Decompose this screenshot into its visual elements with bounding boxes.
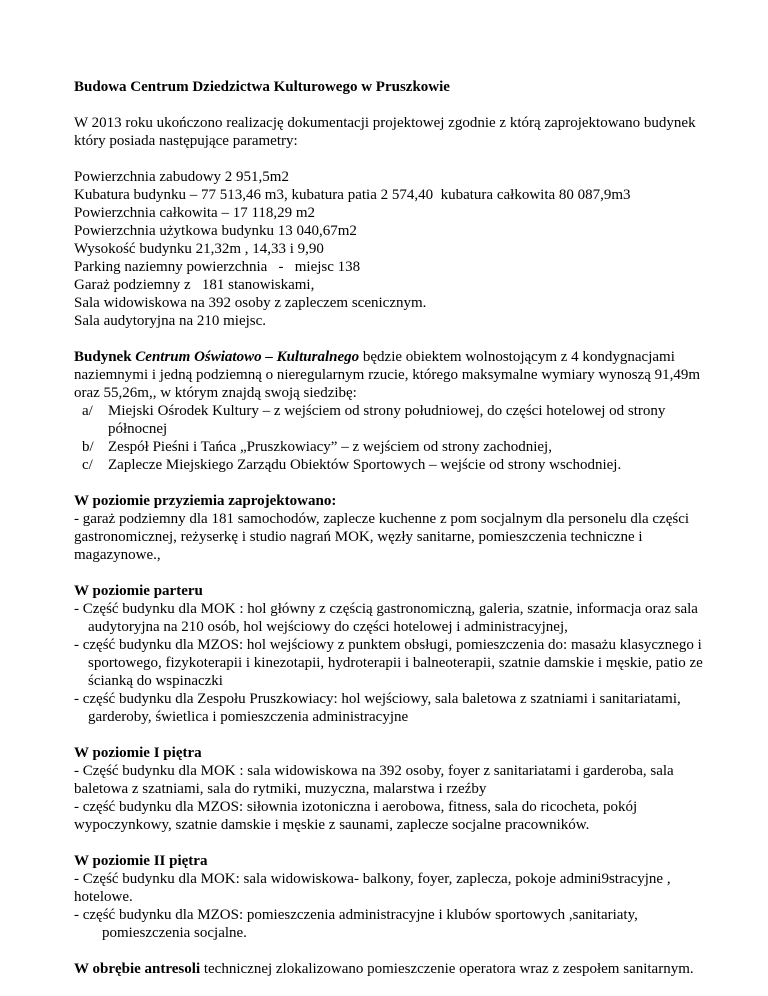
mezzanine-lead: W obrębie antresoli bbox=[74, 961, 201, 977]
parter-section bbox=[74, 582, 724, 726]
parameter-line: Powierzchnia zabudowy 2 951,5m2 bbox=[74, 169, 289, 185]
list-item: - część budynku dla MZOS: siłownia izotoniczna i aerobowa, fitness, sala do ricocheta, pokój wypoczynkowy, szatnie damskie i męskie z saunami, zaplecze socjalne pracowników. bbox=[74, 799, 638, 833]
list-item: - część budynku dla MZOS: pomieszczenia administracyjne i klubów sportowych ,sanitariaty, pomieszczenia socjalne. bbox=[74, 907, 638, 941]
section-heading: W poziomie parteru bbox=[74, 583, 203, 599]
list-marker: b/ bbox=[82, 439, 94, 455]
parameters-list bbox=[74, 168, 724, 330]
building-text: będzie obiektem wolnostojącym z 4 kondygnacjami naziemnymi i jedną podziemną o nieregularnym rzucie, którego maksymalne wymiary wynoszą 91,49m oraz 55,26m,, w którym znajdą swoją siedzibę: bbox=[74, 349, 701, 401]
list-text: Miejski Ośrodek Kultury – z wejściem od strony południowej, do części hotelowej od strony północnej bbox=[108, 403, 666, 437]
mezzanine-text: technicznej zlokalizowano pomieszczenie operatora wraz z zespołem sanitarnym. bbox=[200, 961, 694, 977]
intro-paragraph: W 2013 roku ukończono realizację dokumentacji projektowej zgodnie z którą zaprojektowano budynek który posiada następujące parametry: bbox=[74, 115, 696, 149]
mezzanine-section bbox=[74, 960, 724, 978]
document-page bbox=[74, 78, 724, 996]
list-text: Zespół Pieśni i Tańca „Pruszkowiacy” – z wejściem od strony zachodniej, bbox=[108, 439, 552, 455]
list-marker: c/ bbox=[82, 457, 93, 473]
parameter-line: Wysokość budynku 21,32m , 14,33 i 9,90 bbox=[74, 241, 324, 257]
parameter-line: Powierzchnia użytkowa budynku 13 040,67m2 bbox=[74, 223, 357, 239]
list-item: - Część budynku dla MOK : sala widowiskowa na 392 osoby, foyer z sanitariatami i garderoba, sala baletowa z szatniami, sala do rytmiki, muzyczna, malarstwa i rzeźby bbox=[74, 763, 674, 797]
list-item: - część budynku dla MZOS: hol wejściowy z punktem obsługi, pomieszczenia do: masażu klasycznego i sportowego, fizykoterapii i kinezotapii, hydroterapii i balneoterapii, szatnie damskie i męskie, patio ze ścianką do wspinaczki bbox=[74, 637, 703, 689]
parameter-line: Garaż podziemny z 181 stanowiskami, bbox=[74, 277, 315, 293]
mezzanine-paragraph bbox=[74, 960, 724, 978]
list-item bbox=[74, 402, 724, 438]
first-floor-section bbox=[74, 744, 724, 834]
building-name: Centrum Oświatowo – Kulturalnego bbox=[135, 349, 360, 365]
list-item: - Część budynku dla MOK : hol główny z częścią gastronomiczną, galeria, szatnie, informacja oraz sala audytoryjna na 210 osób, hol wejściowy do części hotelowej i administracyjnej, bbox=[74, 601, 698, 635]
building-description bbox=[74, 348, 724, 402]
list-item: - część budynku dla Zespołu Pruszkowiacy: hol wejściowy, sala baletowa z szatniami i sanitariatami, garderoby, świetlica i pomieszczenia administracyjne bbox=[74, 691, 681, 725]
section-heading: W poziomie II piętra bbox=[74, 853, 208, 869]
parameter-line: Parking naziemny powierzchnia - miejsc 138 bbox=[74, 259, 361, 275]
list-text: Zaplecze Miejskiego Zarządu Obiektów Sportowych – wejście od strony wschodniej. bbox=[108, 457, 622, 473]
section-heading: W poziomie I piętra bbox=[74, 745, 202, 761]
ground-level-section bbox=[74, 492, 724, 564]
section-heading: W poziomie przyziemia zaprojektowano: bbox=[74, 493, 337, 509]
building-lead: Budynek bbox=[74, 349, 136, 365]
list-marker: a/ bbox=[82, 403, 93, 419]
list-item bbox=[74, 456, 724, 474]
list-item: - Część budynku dla MOK: sala widowiskowa- balkony, foyer, zaplecza, pokoje admini9stracyjne , hotelowe. bbox=[74, 871, 671, 905]
section-text: - garaż podziemny dla 181 samochodów, zaplecze kuchenne z pom socjalnym dla personelu dla części gastronomicznej, reżyserkę i studio nagrań MOK, węzły sanitarne, pomieszczenia techniczne i magazynowe., bbox=[74, 511, 690, 563]
parameter-line: Powierzchnia całkowita – 17 118,29 m2 bbox=[74, 205, 316, 221]
parameter-line: Kubatura budynku – 77 513,46 m3, kubatura patia 2 574,40 kubatura całkowita 80 087,9m3 bbox=[74, 187, 631, 203]
list-item bbox=[74, 438, 724, 456]
document-title: Budowa Centrum Dziedzictwa Kulturowego w Pruszkowie bbox=[74, 79, 450, 95]
parameter-line: Sala audytoryjna na 210 miejsc. bbox=[74, 313, 267, 329]
parameter-line: Sala widowiskowa na 392 osoby z zapleczem scenicznym. bbox=[74, 295, 427, 311]
second-floor-section bbox=[74, 852, 724, 942]
building-section bbox=[74, 348, 724, 474]
